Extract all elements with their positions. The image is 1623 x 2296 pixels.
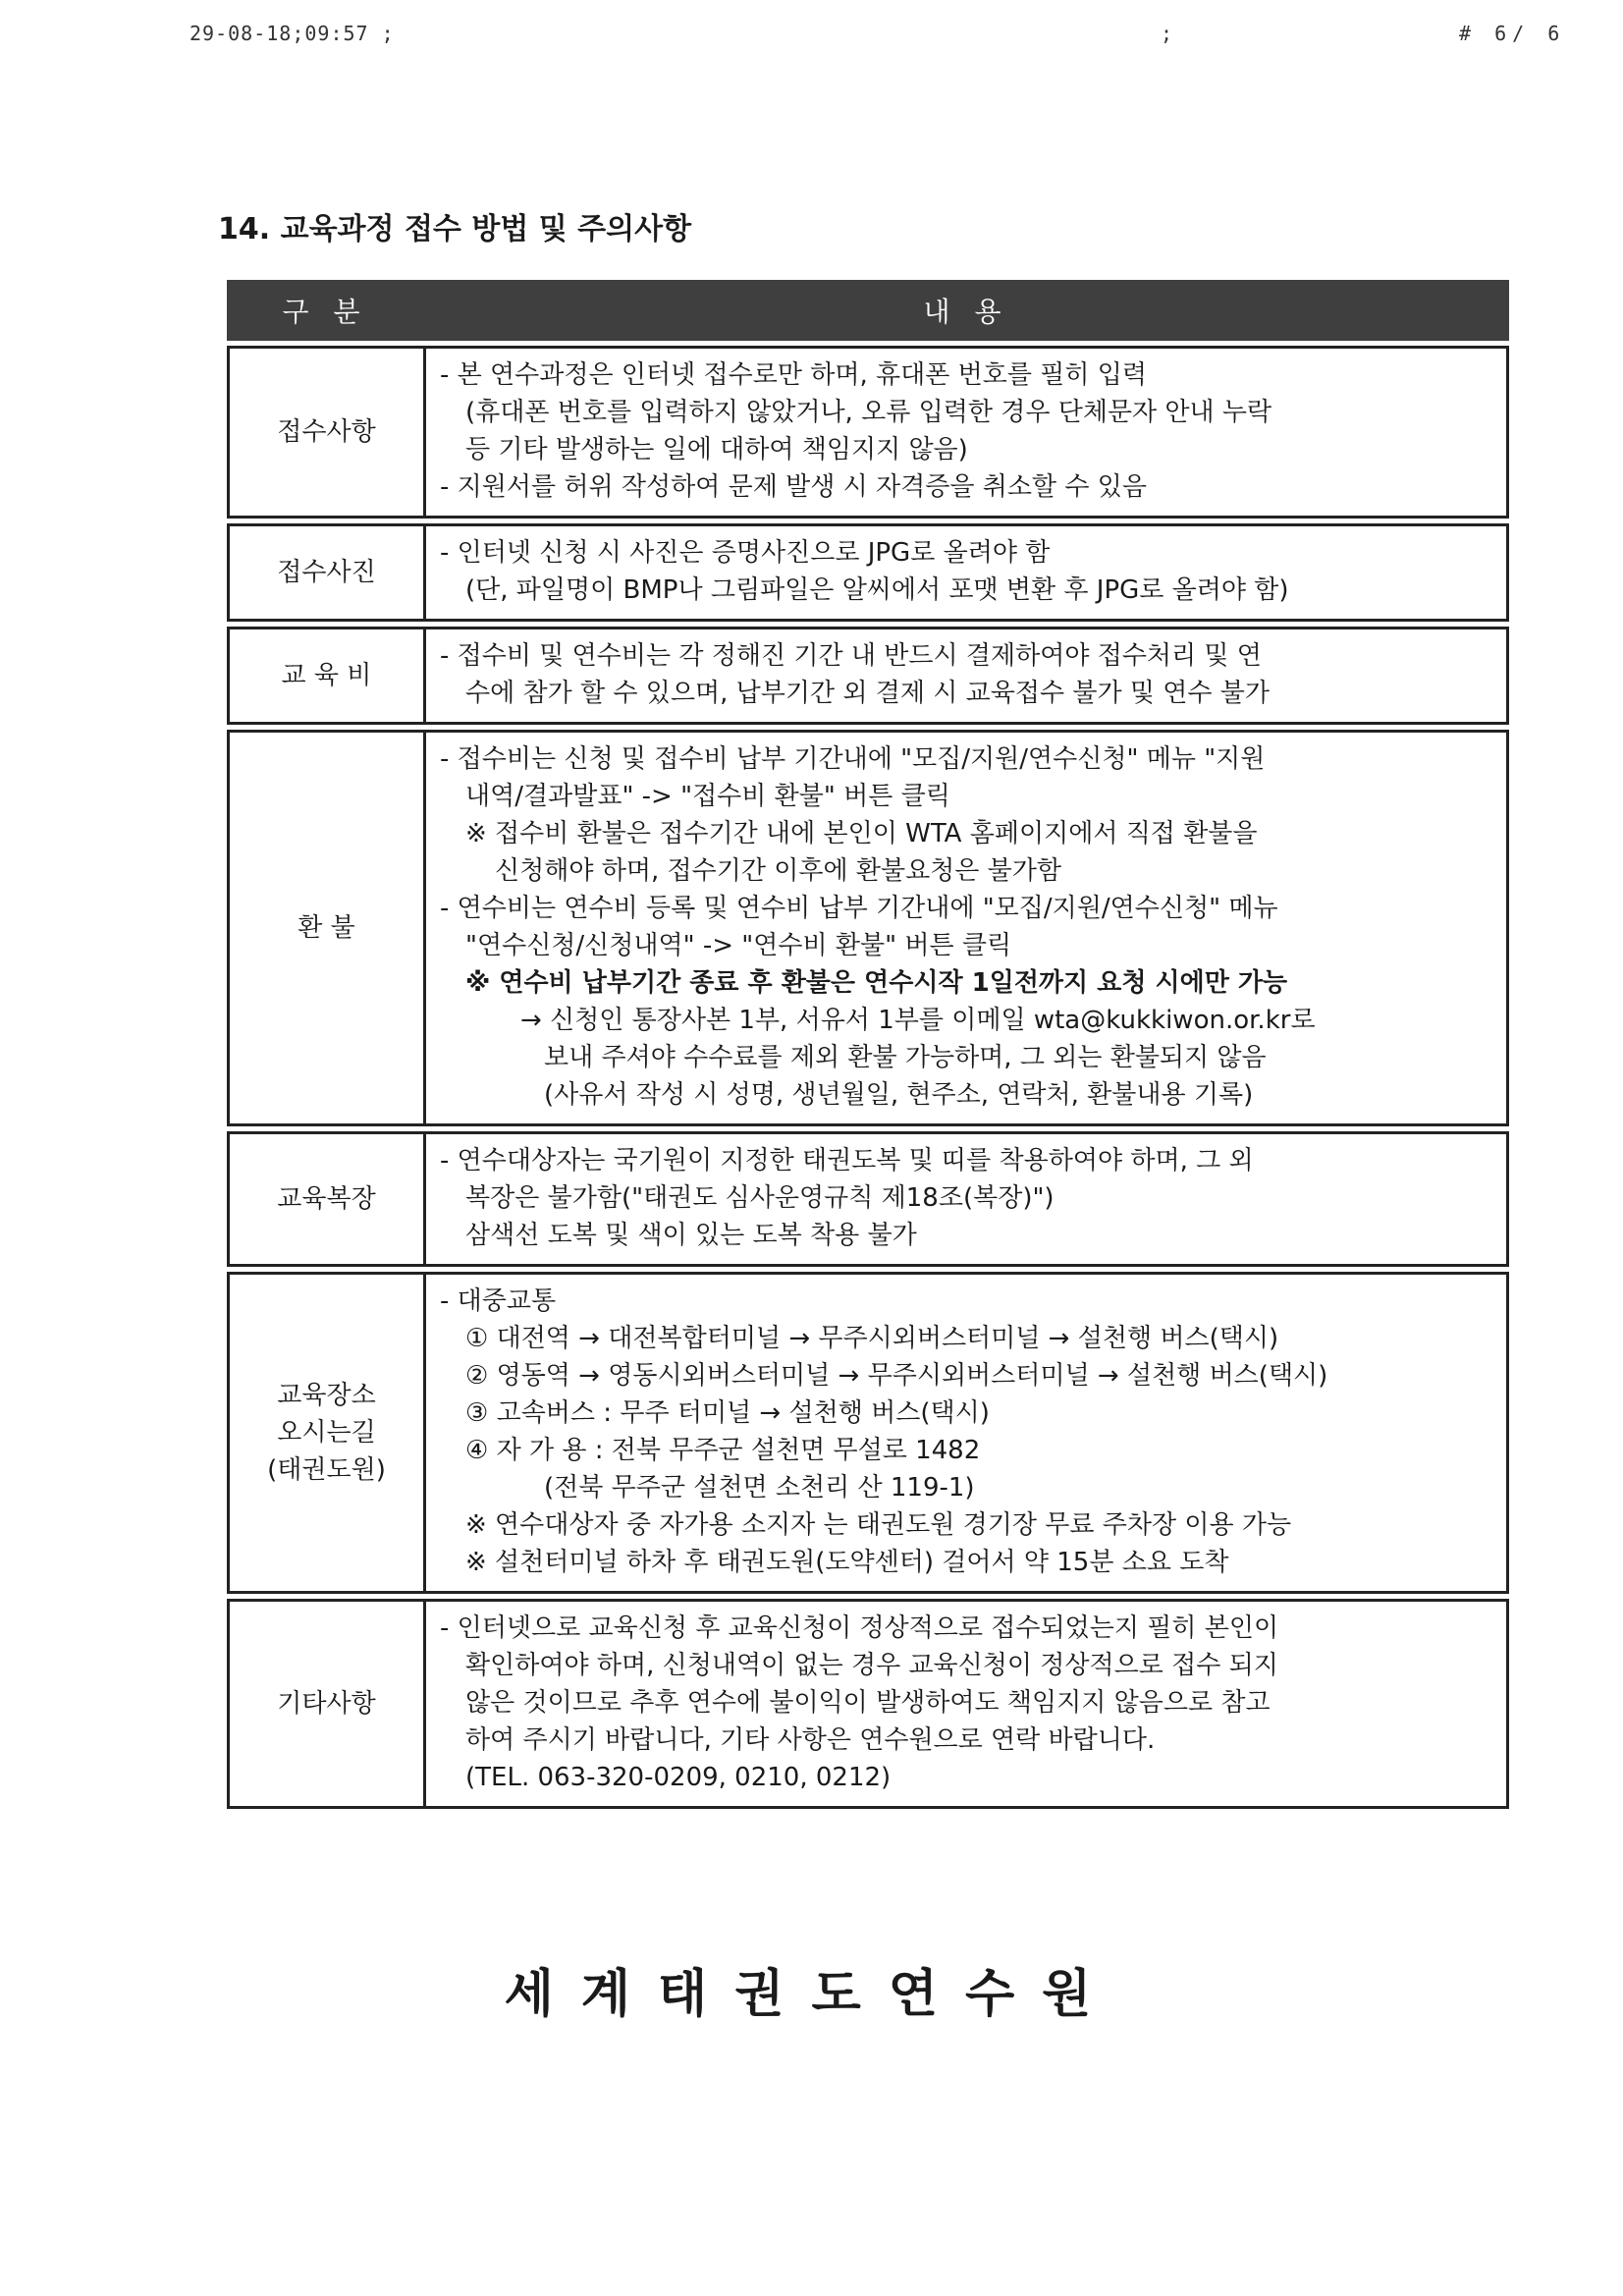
header-category: 구 분 xyxy=(227,280,423,341)
table-row xyxy=(227,1599,1509,1809)
row-content xyxy=(423,1599,1509,1809)
content-line: - 본 연수과정은 인터넷 접수로만 하며, 휴대폰 번호를 필히 입력 xyxy=(440,360,1147,390)
guide-table xyxy=(227,275,1509,1814)
table-row xyxy=(227,346,1509,519)
row-content xyxy=(423,1272,1509,1594)
table-row xyxy=(227,1131,1509,1267)
category-label: 교 육 비 xyxy=(281,661,372,690)
row-content xyxy=(423,730,1509,1126)
table-row xyxy=(227,627,1509,725)
content-line: 보내 주셔야 수수료를 제외 환불 가능하며, 그 외는 환불되지 않음 xyxy=(544,1043,1267,1072)
row-content xyxy=(423,346,1509,519)
content-line: (휴대폰 번호를 입력하지 않았거나, 오류 입력한 경우 단체문자 안내 누락 xyxy=(465,398,1272,427)
row-category xyxy=(227,730,423,1126)
category-label: 교육장소 xyxy=(277,1381,376,1410)
table-row xyxy=(227,523,1509,622)
organization-name: 세계태권도연수원 xyxy=(504,1965,1119,2024)
content-line: 신청해야 하며, 접수기간 이후에 환불요청은 불가함 xyxy=(495,856,1062,886)
section-title: 14. 교육과정 접수 방법 및 주의사항 xyxy=(218,212,692,246)
content-line: (단, 파일명이 BMP나 그림파일은 알씨에서 포맷 변환 후 JPG로 올려야 함) xyxy=(465,575,1289,605)
content-line: 확인하여야 하며, 신청내역이 없는 경우 교육신청이 정상적으로 접수 되지 xyxy=(465,1651,1278,1680)
content-line: - 지원서를 허위 작성하여 문제 발생 시 자격증을 취소할 수 있음 xyxy=(440,472,1147,502)
content-line: → 신청인 통장사본 1부, 서유서 1부를 이메일 wta@kukkiwon.or.kr로 xyxy=(520,1006,1316,1035)
category-label: (태권도원) xyxy=(267,1455,386,1485)
content-line: ② 영동역 → 영동시외버스터미널 → 무주시외버스터미널 → 설천행 버스(택시) xyxy=(465,1361,1328,1391)
content-line: - 연수비는 연수비 등록 및 연수비 납부 기간내에 "모집/지원/연수신청" 메뉴 xyxy=(440,894,1278,923)
content-line: 복장은 불가함("태권도 심사운영규칙 제18조(복장)") xyxy=(465,1183,1055,1213)
content-line: 삼색선 도복 및 색이 있는 도복 착용 불가 xyxy=(465,1221,917,1250)
content-line: 등 기타 발생하는 일에 대하여 책임지지 않음) xyxy=(465,435,968,465)
fax-separator: ; xyxy=(1161,22,1173,45)
table-body xyxy=(227,346,1509,1809)
category-label: 기타사항 xyxy=(277,1689,376,1719)
content-line: (전북 무주군 설천면 소천리 산 119-1) xyxy=(544,1473,975,1503)
category-label: 환 불 xyxy=(298,913,355,943)
content-line: (사유서 작성 시 성명, 생년월일, 현주소, 연락처, 환불내용 기록) xyxy=(544,1080,1254,1110)
row-category xyxy=(227,346,423,519)
content-line: "연수신청/신청내역" -> "연수비 환불" 버튼 클릭 xyxy=(465,931,1012,960)
content-line: - 연수대상자는 국기원이 지정한 태권도복 및 띠를 착용하여야 하며, 그 외 xyxy=(440,1146,1254,1175)
row-category xyxy=(227,1599,423,1809)
fax-timestamp: 29-08-18;09:57 ; xyxy=(189,22,395,45)
row-category xyxy=(227,1131,423,1267)
fax-page-number: # 6/ 6 xyxy=(1459,22,1566,45)
table-row xyxy=(227,730,1509,1126)
table-row xyxy=(227,1272,1509,1594)
row-category xyxy=(227,1272,423,1594)
category-label: 교육복장 xyxy=(277,1184,376,1214)
table-header-row xyxy=(227,280,1509,341)
content-line: 않은 것이므로 추후 연수에 불이익이 발생하여도 책임지지 않음으로 참고 xyxy=(465,1688,1271,1718)
content-line: - 인터넷으로 교육신청 후 교육신청이 정상적으로 접수되었는지 필히 본인이 xyxy=(440,1613,1279,1643)
content-line: ※ 연수대상자 중 자가용 소지자 는 태권도원 경기장 무료 주차장 이용 가능 xyxy=(465,1510,1292,1540)
category-label: 오시는길 xyxy=(277,1418,376,1448)
content-line: ※ 설천터미널 하차 후 태권도원(도약센터) 걸어서 약 15분 소요 도착 xyxy=(465,1548,1229,1577)
content-line: - 대중교통 xyxy=(440,1286,557,1316)
row-content xyxy=(423,523,1509,622)
content-line: (TEL. 063-320-0209, 0210, 0212) xyxy=(465,1763,892,1792)
row-content xyxy=(423,627,1509,725)
content-line: ④ 자 가 용 : 전북 무주군 설천면 무설로 1482 xyxy=(465,1436,981,1465)
content-line: ① 대전역 → 대전복합터미널 → 무주시외버스터미널 → 설천행 버스(택시) xyxy=(465,1324,1279,1353)
row-content xyxy=(423,1131,1509,1267)
content-line: 수에 참가 할 수 있으며, 납부기간 외 결제 시 교육접수 불가 및 연수 불가 xyxy=(465,679,1270,708)
fax-header xyxy=(0,22,1623,51)
content-line: ※ 연수비 납부기간 종료 후 환불은 연수시작 1일전까지 요청 시에만 가능 xyxy=(465,968,1288,998)
category-label: 접수사항 xyxy=(277,417,376,447)
content-line: 하여 주시기 바랍니다, 기타 사항은 연수원으로 연락 바랍니다. xyxy=(465,1725,1156,1755)
content-line: 내역/결과발표" -> "접수비 환불" 버튼 클릭 xyxy=(465,782,950,811)
header-content: 내 용 xyxy=(423,280,1509,341)
content-line: - 인터넷 신청 시 사진은 증명사진으로 JPG로 올려야 함 xyxy=(440,538,1051,568)
content-line: - 접수비는 신청 및 접수비 납부 기간내에 "모집/지원/연수신청" 메뉴 "지원 xyxy=(440,744,1266,774)
content-line: ※ 접수비 환불은 접수기간 내에 본인이 WTA 홈페이지에서 직접 환불을 xyxy=(465,819,1258,848)
content-line: - 접수비 및 연수비는 각 정해진 기간 내 반드시 결제하여야 접수처리 및 연 xyxy=(440,641,1262,671)
content-line: ③ 고속버스 : 무주 터미널 → 설천행 버스(택시) xyxy=(465,1398,990,1428)
category-label: 접수사진 xyxy=(277,558,376,587)
row-category xyxy=(227,523,423,622)
row-category xyxy=(227,627,423,725)
